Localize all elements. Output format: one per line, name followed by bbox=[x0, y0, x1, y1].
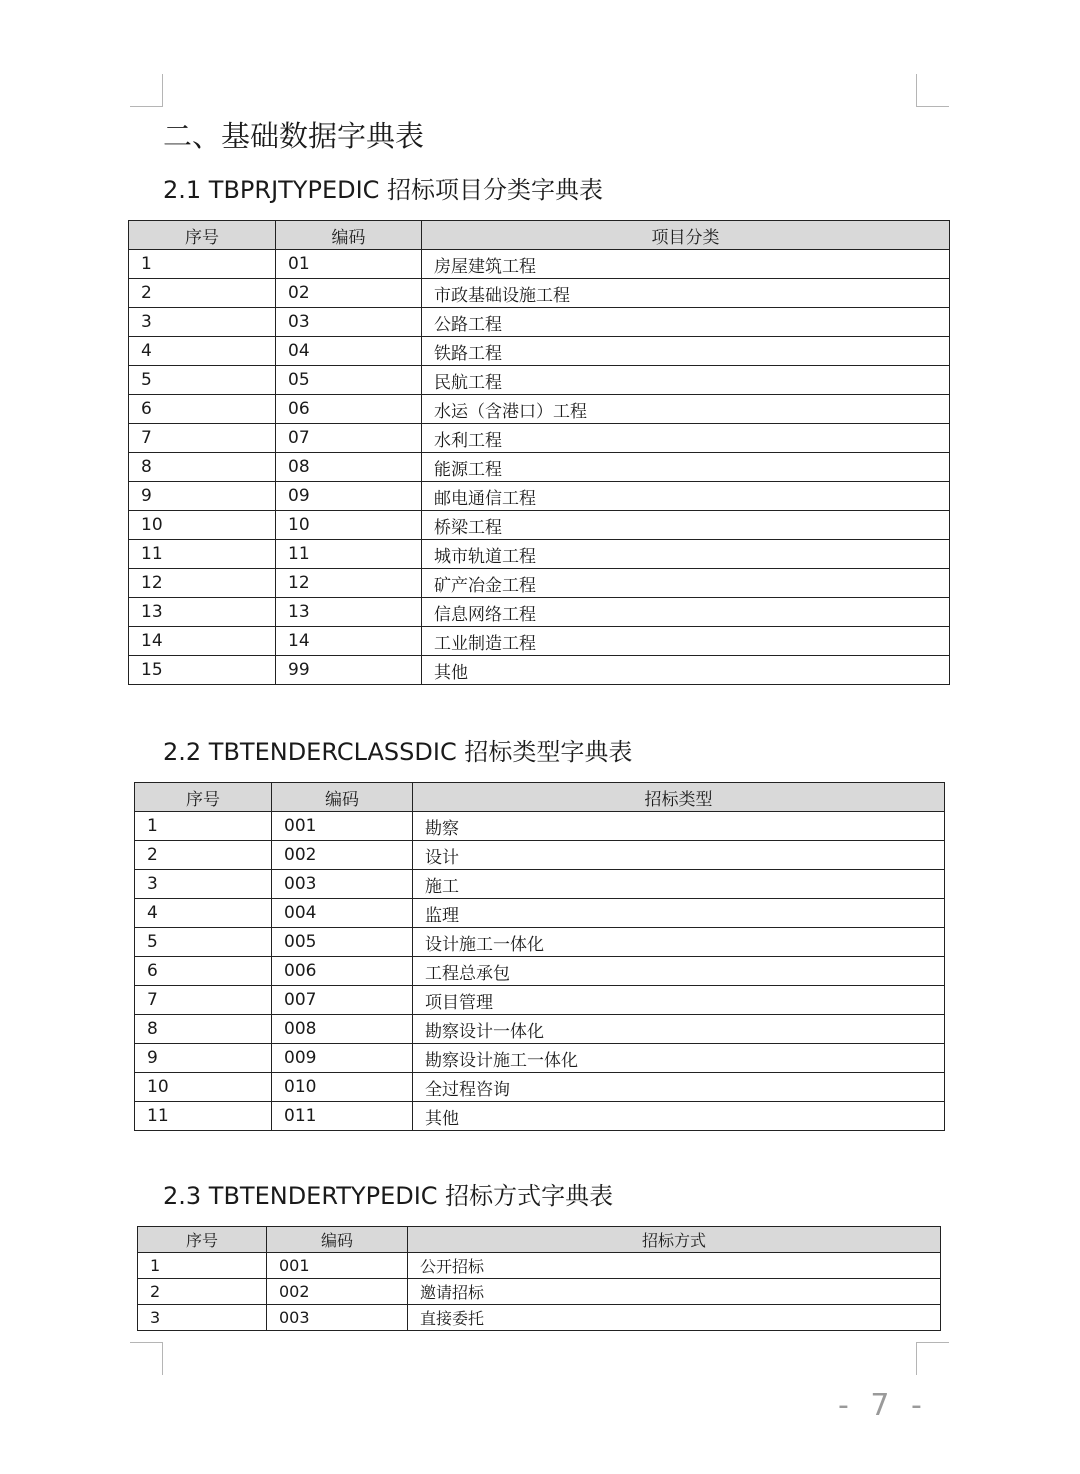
row-index-cell: 5 bbox=[129, 366, 276, 395]
code-cell: 10 bbox=[276, 511, 422, 540]
code-cell: 08 bbox=[276, 453, 422, 482]
code-cell: 007 bbox=[272, 986, 413, 1015]
row-index-cell: 14 bbox=[129, 627, 276, 656]
name-cell: 工程总承包 bbox=[413, 957, 945, 986]
row-index-cell: 1 bbox=[129, 250, 276, 279]
name-cell: 勘察 bbox=[413, 812, 945, 841]
table-row bbox=[129, 395, 950, 424]
name-cell: 直接委托 bbox=[408, 1305, 941, 1331]
name-cell: 公开招标 bbox=[408, 1253, 941, 1279]
row-index-cell: 10 bbox=[129, 511, 276, 540]
table-row bbox=[138, 1279, 941, 1305]
code-cell: 002 bbox=[272, 841, 413, 870]
row-index-cell: 8 bbox=[129, 453, 276, 482]
column-header: 项目分类 bbox=[422, 221, 950, 250]
code-cell: 99 bbox=[276, 656, 422, 685]
project-type-table bbox=[128, 220, 950, 685]
name-cell: 监理 bbox=[413, 899, 945, 928]
row-index-cell: 9 bbox=[135, 1044, 272, 1073]
table-row bbox=[135, 870, 945, 899]
code-cell: 12 bbox=[276, 569, 422, 598]
table-row bbox=[135, 986, 945, 1015]
row-index-cell: 9 bbox=[129, 482, 276, 511]
table-header-row bbox=[138, 1227, 941, 1253]
code-cell: 004 bbox=[272, 899, 413, 928]
row-index-cell: 3 bbox=[129, 308, 276, 337]
name-cell: 全过程咨询 bbox=[413, 1073, 945, 1102]
row-index-cell: 13 bbox=[129, 598, 276, 627]
table-header-row bbox=[135, 783, 945, 812]
column-header: 序号 bbox=[129, 221, 276, 250]
crop-mark-bottom-right bbox=[916, 1342, 949, 1375]
name-cell: 项目管理 bbox=[413, 986, 945, 1015]
code-cell: 13 bbox=[276, 598, 422, 627]
table-row bbox=[129, 308, 950, 337]
table-row bbox=[129, 569, 950, 598]
table-row bbox=[129, 250, 950, 279]
name-cell: 信息网络工程 bbox=[422, 598, 950, 627]
table-row bbox=[138, 1305, 941, 1331]
row-index-cell: 4 bbox=[135, 899, 272, 928]
crop-mark-top-left bbox=[130, 74, 163, 107]
row-index-cell: 11 bbox=[129, 540, 276, 569]
name-cell: 市政基础设施工程 bbox=[422, 279, 950, 308]
code-cell: 003 bbox=[267, 1305, 408, 1331]
name-cell: 城市轨道工程 bbox=[422, 540, 950, 569]
table-row bbox=[129, 424, 950, 453]
code-cell: 03 bbox=[276, 308, 422, 337]
section-title-2-1: 2.1 TBPRJTYPEDIC 招标项目分类字典表 bbox=[163, 176, 604, 204]
code-cell: 11 bbox=[276, 540, 422, 569]
code-cell: 02 bbox=[276, 279, 422, 308]
name-cell: 邀请招标 bbox=[408, 1279, 941, 1305]
row-index-cell: 2 bbox=[135, 841, 272, 870]
row-index-cell: 12 bbox=[129, 569, 276, 598]
row-index-cell: 8 bbox=[135, 1015, 272, 1044]
table-row bbox=[135, 1102, 945, 1131]
column-header: 招标方式 bbox=[408, 1227, 941, 1253]
code-cell: 011 bbox=[272, 1102, 413, 1131]
code-cell: 07 bbox=[276, 424, 422, 453]
page-number: - 7 - bbox=[838, 1388, 928, 1423]
table-row bbox=[129, 279, 950, 308]
code-cell: 002 bbox=[267, 1279, 408, 1305]
code-cell: 006 bbox=[272, 957, 413, 986]
name-cell: 勘察设计一体化 bbox=[413, 1015, 945, 1044]
row-index-cell: 1 bbox=[135, 812, 272, 841]
table-row bbox=[129, 656, 950, 685]
code-cell: 008 bbox=[272, 1015, 413, 1044]
code-cell: 001 bbox=[267, 1253, 408, 1279]
name-cell: 设计 bbox=[413, 841, 945, 870]
column-header: 编码 bbox=[267, 1227, 408, 1253]
tender-method-table bbox=[137, 1226, 941, 1331]
table-row bbox=[135, 928, 945, 957]
row-index-cell: 11 bbox=[135, 1102, 272, 1131]
name-cell: 民航工程 bbox=[422, 366, 950, 395]
row-index-cell: 2 bbox=[138, 1279, 267, 1305]
code-cell: 001 bbox=[272, 812, 413, 841]
table-row bbox=[129, 598, 950, 627]
table-row bbox=[135, 899, 945, 928]
row-index-cell: 6 bbox=[135, 957, 272, 986]
code-cell: 05 bbox=[276, 366, 422, 395]
table-row bbox=[129, 627, 950, 656]
table-row bbox=[135, 812, 945, 841]
column-header: 序号 bbox=[138, 1227, 267, 1253]
table-row bbox=[135, 841, 945, 870]
table-row bbox=[129, 482, 950, 511]
name-cell: 房屋建筑工程 bbox=[422, 250, 950, 279]
table-row bbox=[138, 1253, 941, 1279]
section-title-2-3: 2.3 TBTENDERTYPEDIC 招标方式字典表 bbox=[163, 1182, 614, 1210]
code-cell: 01 bbox=[276, 250, 422, 279]
name-cell: 矿产冶金工程 bbox=[422, 569, 950, 598]
row-index-cell: 3 bbox=[135, 870, 272, 899]
tender-class-table bbox=[134, 782, 945, 1131]
table-row bbox=[135, 1044, 945, 1073]
name-cell: 铁路工程 bbox=[422, 337, 950, 366]
table-row bbox=[135, 1015, 945, 1044]
name-cell: 施工 bbox=[413, 870, 945, 899]
table-row bbox=[129, 337, 950, 366]
table-row bbox=[129, 540, 950, 569]
name-cell: 邮电通信工程 bbox=[422, 482, 950, 511]
name-cell: 其他 bbox=[422, 656, 950, 685]
code-cell: 005 bbox=[272, 928, 413, 957]
table-row bbox=[129, 453, 950, 482]
code-cell: 009 bbox=[272, 1044, 413, 1073]
row-index-cell: 5 bbox=[135, 928, 272, 957]
column-header: 序号 bbox=[135, 783, 272, 812]
column-header: 招标类型 bbox=[413, 783, 945, 812]
code-cell: 010 bbox=[272, 1073, 413, 1102]
table-row bbox=[135, 1073, 945, 1102]
table-row bbox=[129, 511, 950, 540]
name-cell: 水运（含港口）工程 bbox=[422, 395, 950, 424]
code-cell: 14 bbox=[276, 627, 422, 656]
table-row bbox=[135, 957, 945, 986]
name-cell: 其他 bbox=[413, 1102, 945, 1131]
name-cell: 公路工程 bbox=[422, 308, 950, 337]
name-cell: 勘察设计施工一体化 bbox=[413, 1044, 945, 1073]
name-cell: 水利工程 bbox=[422, 424, 950, 453]
page-heading: 二、基础数据字典表 bbox=[163, 119, 425, 153]
crop-mark-top-right bbox=[916, 74, 949, 107]
row-index-cell: 2 bbox=[129, 279, 276, 308]
row-index-cell: 15 bbox=[129, 656, 276, 685]
code-cell: 04 bbox=[276, 337, 422, 366]
row-index-cell: 4 bbox=[129, 337, 276, 366]
name-cell: 能源工程 bbox=[422, 453, 950, 482]
name-cell: 桥梁工程 bbox=[422, 511, 950, 540]
table-header-row bbox=[129, 221, 950, 250]
row-index-cell: 10 bbox=[135, 1073, 272, 1102]
column-header: 编码 bbox=[276, 221, 422, 250]
row-index-cell: 1 bbox=[138, 1253, 267, 1279]
column-header: 编码 bbox=[272, 783, 413, 812]
section-title-2-2: 2.2 TBTENDERCLASSDIC 招标类型字典表 bbox=[163, 738, 633, 766]
name-cell: 工业制造工程 bbox=[422, 627, 950, 656]
name-cell: 设计施工一体化 bbox=[413, 928, 945, 957]
row-index-cell: 3 bbox=[138, 1305, 267, 1331]
table-row bbox=[129, 366, 950, 395]
row-index-cell: 7 bbox=[135, 986, 272, 1015]
row-index-cell: 6 bbox=[129, 395, 276, 424]
code-cell: 06 bbox=[276, 395, 422, 424]
row-index-cell: 7 bbox=[129, 424, 276, 453]
code-cell: 003 bbox=[272, 870, 413, 899]
crop-mark-bottom-left bbox=[130, 1342, 163, 1375]
code-cell: 09 bbox=[276, 482, 422, 511]
